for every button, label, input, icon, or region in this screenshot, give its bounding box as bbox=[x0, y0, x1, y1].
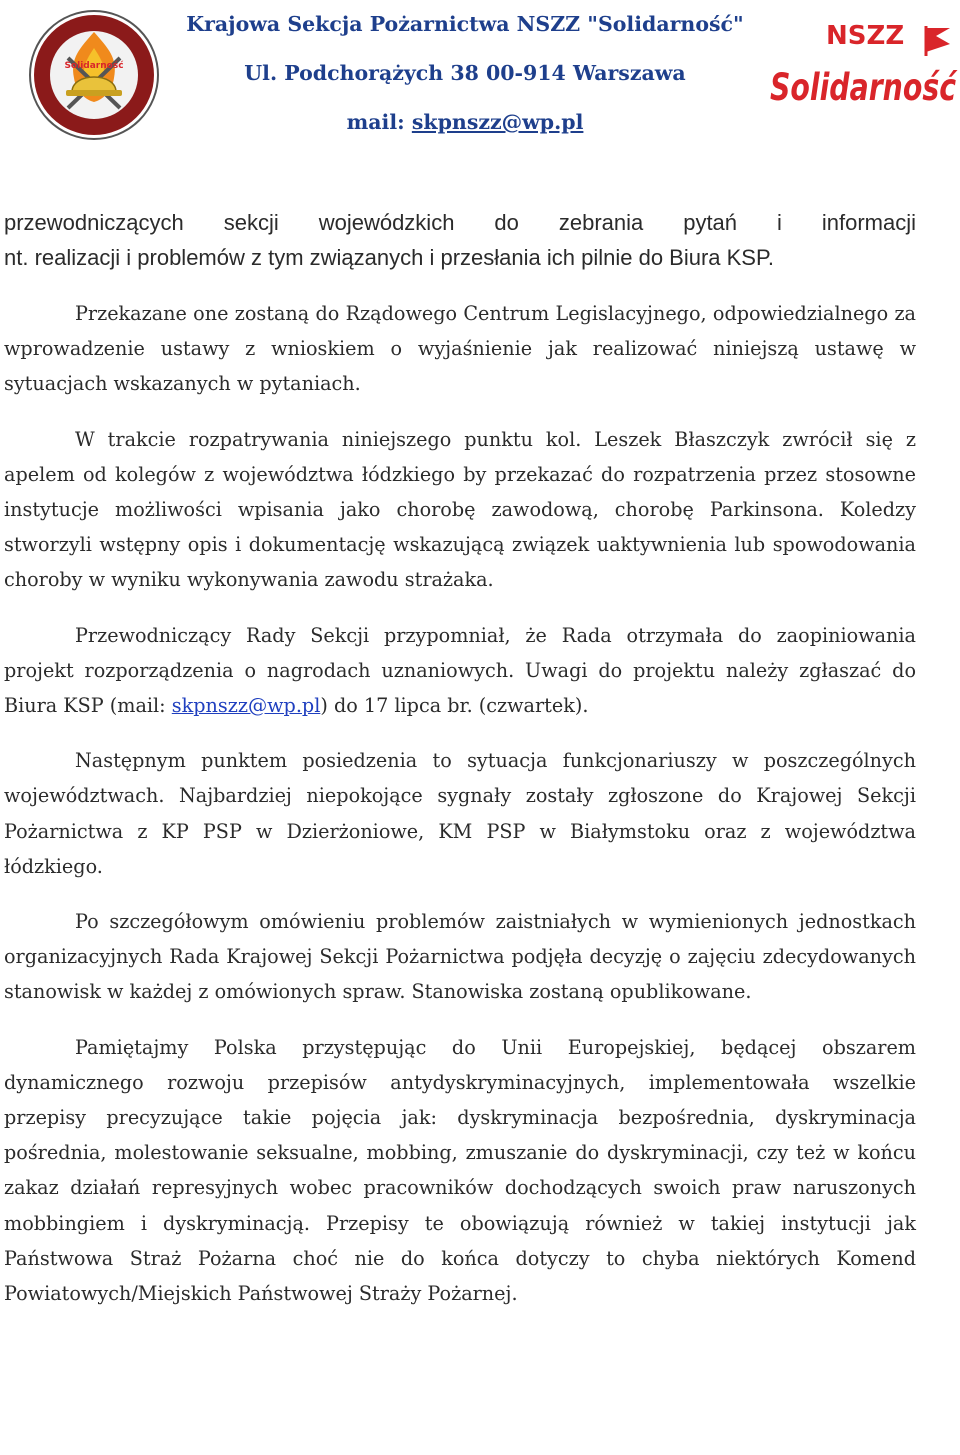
paragraph-anti-discrimination: Pamiętajmy Polska przystępując do Unii Europejskiej, będącej obszarem dynamicznego rozwoju przepisów antydyskryminacyjnych, implementowała wszelkie przepisy precyzujące takie pojęcia jak: dyskryminacja bezpośrednia, dyskryminacja pośrednia, molestowanie seksualne, mobbing, zmuszanie do dyskryminacji, czy też w końcu zakaz działań represyjnych wobec pracowników dochodzących swoich praw naruszonych mobbingiem i dyskryminacją. Przepisy te obowiązują również w takiej instytucji jak Państwowa Straż Pożarna choć nie do końca dotyczy to chyba niektórych Komend Powiatowych/Miejskich Państwowej Straży Pożarnej. bbox=[4, 1035, 916, 1306]
mail-label: mail: bbox=[346, 110, 412, 134]
paragraph-parkinson: W trakcie rozpatrywania niniejszego punktu kol. Leszek Błaszczyk zwrócił się z apelem od kolegów z województwa łódzkiego by przekazać do rozpatrzenia przez stosowne instytucje możliwości wpisania jako chorobę zawodową, chorobę Parkinsona. Koledzy stworzyli wstępny opis i dokumentację wskazującą związek uaktywnienia lub spowodowania choroby w wyniku wykonywania zawodu strażaka. bbox=[4, 427, 916, 592]
p3-text-after: ) do 17 lipca br. (czwartek). bbox=[320, 694, 589, 718]
paragraph-officers-situation: Następnym punktem posiedzenia to sytuacja funkcjonariuszy w poszczególnych województwach. Najbardziej niepokojące sygnały zostały zgłoszone do Krajowej Sekcji Pożarnictwa z KP PSP w Dzierżoniowe, KM PSP w Białymstoku oraz z województwa łódzkiego. bbox=[4, 749, 916, 878]
paragraph-legislation: Przekazane one zostaną do Rządowego Centrum Legislacyjnego, odpowiedzialnego za wprowadzenie ustawy z wnioskiem o wyjaśnienie jak realizować niniejszą ustawę w sytuacjach wskazanych w pytaniach. bbox=[4, 302, 916, 396]
contact-mail bbox=[160, 110, 770, 134]
letterhead bbox=[0, 0, 960, 160]
org-name: Krajowa Sekcja Pożarnictwa NSZZ "Solidarność" bbox=[186, 12, 744, 36]
intro-line-1: przewodniczących sekcji wojewódzkich do zebrania pytań i informacji bbox=[4, 210, 916, 235]
paragraph-council-decision: Po szczegółowym omówieniu problemów zaistniałych w wymienionych jednostkach organizacyjnych Rada Krajowej Sekcji Pożarnictwa podjęła decyzję o zajęciu zdecydowanych stanowisk w każdej z omówionych spraw. Stanowiska zostaną opublikowane. bbox=[4, 910, 916, 1004]
emblem-center-text: Solidarność bbox=[64, 61, 124, 71]
mail-link[interactable]: skpnszz@wp.pl bbox=[411, 110, 584, 134]
intro-text bbox=[4, 205, 916, 275]
p3-text-before: Przewodniczący Rady Sekcji przypomniał, że Rada otrzymała do zaopiniowania projekt rozporządzenia o nagrodach uznaniowych. Uwagi do projektu należy zgłaszać do Biura KSP (mail: bbox=[4, 623, 916, 718]
solidarnosc-logo-icon bbox=[766, 14, 960, 118]
intro-line-2: nt. realizacji i problemów z tym związanych i przesłania ich pilnie do Biura KSP. bbox=[4, 245, 774, 270]
paragraph-awards-draft bbox=[4, 618, 916, 724]
logo-main-text: Solidarność bbox=[770, 66, 958, 109]
p3-mail-link[interactable]: skpnszz@wp.pl bbox=[171, 694, 321, 718]
fire-section-emblem-icon bbox=[28, 8, 160, 142]
address: Ul. Podchorążych 38 00-914 Warszawa bbox=[244, 61, 686, 85]
letter-body bbox=[4, 296, 916, 1331]
logo-nszz-text: NSZZ bbox=[826, 21, 905, 51]
